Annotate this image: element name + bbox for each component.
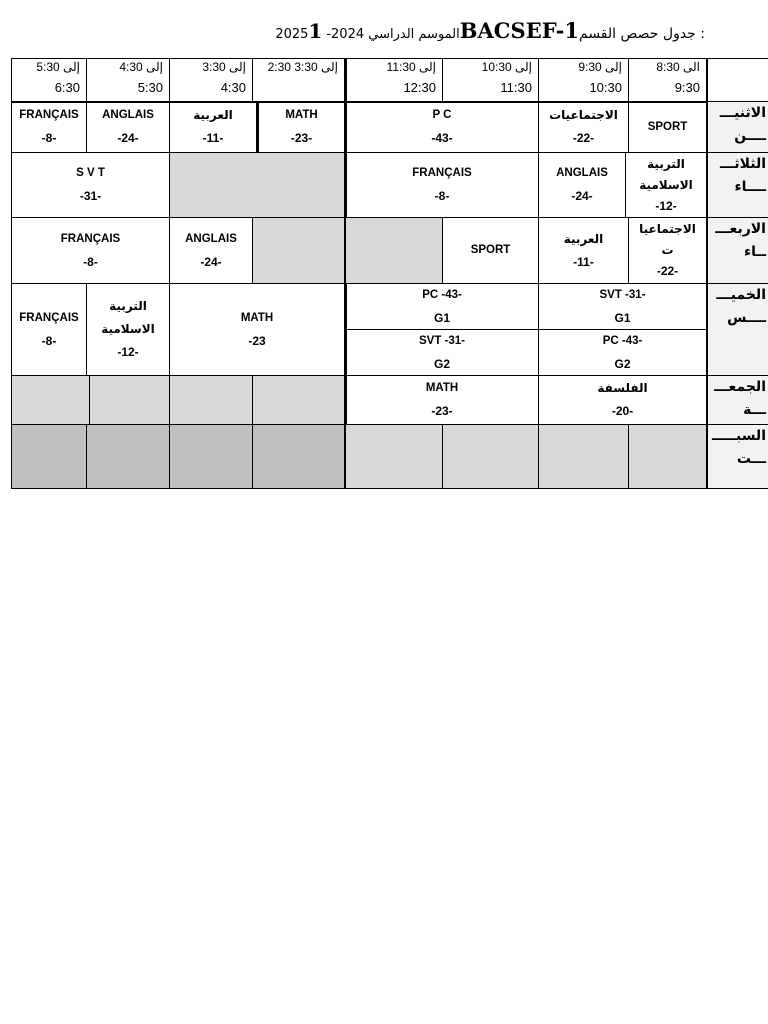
empty-cell bbox=[170, 153, 345, 218]
session-cell: التربية الاسلامية -12- bbox=[626, 153, 707, 218]
session-cell: ANGLAIS -24- bbox=[539, 153, 626, 218]
session-cell: FRANÇAIS -8- bbox=[346, 153, 539, 218]
empty-cell bbox=[539, 425, 629, 489]
season-label: الموسم الدراسي 2024-2025 bbox=[275, 27, 460, 42]
empty-cell bbox=[12, 376, 90, 425]
time-header: إلى 4:30 5:30 bbox=[87, 58, 170, 102]
session-cell: FRANÇAIS -8- bbox=[12, 218, 170, 284]
empty-cell bbox=[253, 376, 345, 425]
session-cell: الاجتماعيا ت -22- bbox=[629, 218, 707, 284]
day-wednesday: الاربعـــ ــاء bbox=[707, 218, 768, 284]
session-cell: FRANÇAIS -8- bbox=[12, 284, 87, 376]
group-number: 1 bbox=[308, 19, 323, 43]
session-cell: MATH -23- bbox=[257, 102, 345, 153]
title-label: جدول حصص القسم bbox=[579, 26, 696, 42]
day-saturday: السبـــــ ـــت bbox=[707, 425, 768, 489]
session-cell: MATH -23- bbox=[346, 376, 539, 425]
empty-cell bbox=[170, 376, 253, 425]
empty-cell bbox=[12, 425, 87, 489]
empty-cell bbox=[170, 425, 253, 489]
time-header: إلى 5:30 6:30 bbox=[12, 58, 87, 102]
day-thursday: الخميـــ ــــس bbox=[707, 284, 768, 376]
time-header: إلى 3:30 2:30 bbox=[253, 58, 345, 102]
session-cell: SVT -31- G1 bbox=[539, 284, 707, 330]
corner-divider bbox=[707, 58, 708, 102]
session-cell: MATH -23 bbox=[170, 284, 345, 376]
session-cell: الاجتماعيات -22- bbox=[539, 102, 629, 153]
session-cell: FRANÇAIS -8- bbox=[12, 102, 87, 153]
session-cell: SVT -31- G2 bbox=[346, 330, 539, 376]
day-friday: الجمعـــ ـــة bbox=[707, 376, 768, 425]
time-header: إلى 11:30 12:30 bbox=[346, 58, 443, 102]
session-cell: P C -43- bbox=[346, 102, 539, 153]
session-cell: PC -43- G1 bbox=[346, 284, 539, 330]
session-cell: SPORT bbox=[443, 218, 539, 284]
session-cell: العربية -11- bbox=[539, 218, 629, 284]
time-header: إلى 9:30 10:30 bbox=[539, 58, 629, 102]
empty-cell bbox=[253, 425, 345, 489]
session-cell: ANGLAIS -24- bbox=[87, 102, 170, 153]
empty-cell bbox=[346, 218, 443, 284]
empty-cell bbox=[90, 376, 170, 425]
empty-cell bbox=[443, 425, 539, 489]
title-colon: : bbox=[700, 26, 705, 42]
empty-cell bbox=[629, 425, 707, 489]
day-monday: الاثنيـــ ــــن bbox=[707, 102, 768, 153]
session-cell: ANGLAIS -24- bbox=[170, 218, 253, 284]
session-cell: التربية الاسلامية -12- bbox=[87, 284, 170, 376]
time-header: إلى 10:30 11:30 bbox=[443, 58, 539, 102]
session-cell: الفلسفة -20- bbox=[539, 376, 707, 425]
time-header: الى 8:30 9:30 bbox=[629, 58, 707, 102]
empty-cell bbox=[346, 425, 443, 489]
session-cell: S V T -31- bbox=[12, 153, 170, 218]
session-cell: PC -43- G2 bbox=[539, 330, 707, 376]
day-tuesday: الثلاثـــ ــــاء bbox=[707, 153, 768, 218]
session-cell: SPORT bbox=[629, 102, 707, 153]
time-header: إلى 3:30 4:30 bbox=[170, 58, 253, 102]
class-name: BACSEF-1 bbox=[459, 18, 579, 43]
session-cell: العربية -11- bbox=[170, 102, 257, 153]
empty-cell bbox=[253, 218, 345, 284]
empty-cell bbox=[87, 425, 170, 489]
